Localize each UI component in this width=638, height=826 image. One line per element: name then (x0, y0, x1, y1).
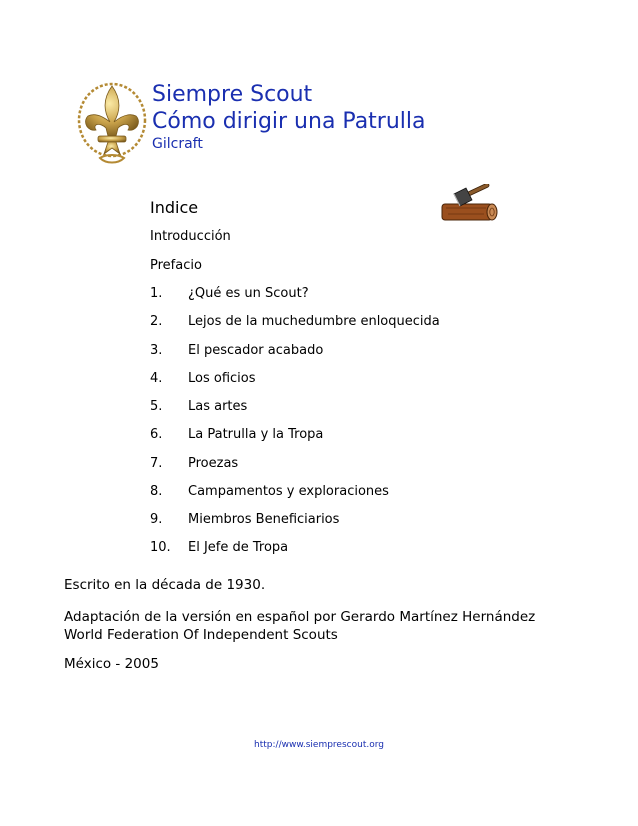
toc-heading: Indice (150, 198, 199, 217)
toc-chapter-title: El Jefe de Tropa (188, 540, 289, 555)
toc-chapter-title: El pescador acabado (188, 343, 324, 358)
document-title-line1: Siempre Scout (152, 82, 313, 107)
toc-chapter-title: Los oficios (188, 371, 256, 386)
toc-chapter-title: ¿Qué es un Scout? (188, 286, 309, 301)
author-name: Gilcraft (152, 136, 203, 152)
organization-name: World Federation Of Independent Scouts (64, 627, 338, 643)
toc-chapter-number: 2. (150, 314, 163, 329)
written-date: Escrito en la década de 1930. (64, 577, 266, 593)
toc-chapter-title: La Patrulla y la Tropa (188, 427, 324, 442)
toc-item-introduction: Introducción (150, 229, 231, 244)
toc-chapter-number: 9. (150, 512, 163, 527)
place-year: México - 2005 (64, 656, 159, 672)
toc-chapter-title: Campamentos y exploraciones (188, 484, 389, 499)
toc-chapter-number: 7. (150, 456, 163, 471)
fleur-de-lis-emblem-icon (74, 78, 150, 168)
toc-chapter-number: 5. (150, 399, 163, 414)
toc-chapter-title: Las artes (188, 399, 248, 414)
toc-chapter-title: Proezas (188, 456, 239, 471)
toc-chapter-title: Lejos de la muchedumbre enloquecida (188, 314, 440, 329)
toc-chapter-title: Miembros Beneficiarios (188, 512, 340, 527)
document-title-line2: Cómo dirigir una Patrulla (152, 109, 426, 134)
adaptation-credit: Adaptación de la versión en español por Gerardo Martínez Hernández (64, 609, 536, 625)
toc-chapter-number: 4. (150, 371, 163, 386)
toc-item-preface: Prefacio (150, 258, 202, 273)
toc-chapter-number: 8. (150, 484, 163, 499)
toc-chapter-number: 1. (150, 286, 163, 301)
toc-chapter-number: 3. (150, 343, 163, 358)
toc-chapter-number: 10. (150, 540, 171, 555)
axe-in-log-icon (436, 184, 498, 226)
website-link[interactable]: http://www.siemprescout.org (254, 740, 384, 750)
toc-chapter-number: 6. (150, 427, 163, 442)
